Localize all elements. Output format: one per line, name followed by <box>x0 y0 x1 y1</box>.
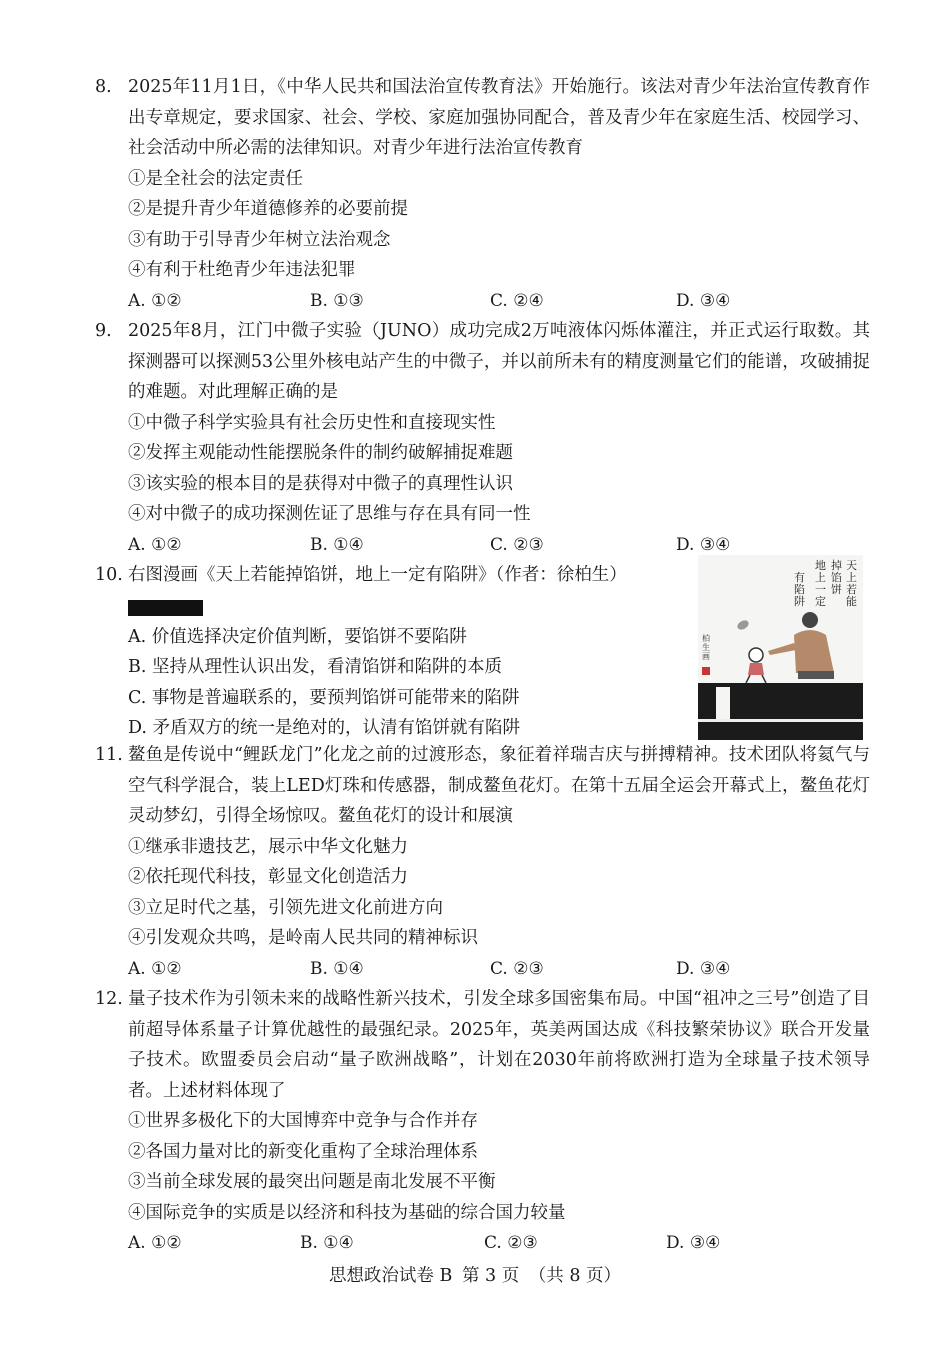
question-11 <box>95 740 870 984</box>
choice-d[interactable]: D. ③④ <box>666 1233 721 1253</box>
question-number: 11. <box>95 745 123 765</box>
c4a: 有 <box>794 571 805 584</box>
cartoon-signature <box>702 633 710 675</box>
question-8 <box>95 72 870 316</box>
c1a: 天 <box>846 559 857 572</box>
choice-b[interactable]: B. ①④ <box>310 958 364 979</box>
answer-choices <box>128 954 870 985</box>
statement-option: ②依托现代科技，彰显文化创造活力 <box>128 867 408 887</box>
c2c: 饼 <box>831 583 842 596</box>
statement-option: ①是全社会的法定责任 <box>128 168 303 189</box>
question-number: 9. <box>95 321 112 341</box>
ground-line <box>698 719 863 722</box>
choice-c[interactable]: C. ②③ <box>490 958 544 979</box>
caption-col-1 <box>846 559 857 608</box>
question-stem: 2025年11月1日，《中华人民共和国法治宣传教育法》开始施行。该法对青少年法治宣传教育作出专章规定，要求国家、社会、学校、家庭加强协同配合，普及青少年在家庭生活、校园学习、社会活动中所必需的法律知识。对青少年进行法治宣传教育 <box>128 77 870 158</box>
question-stem: 鳌鱼是传说中“鲤跃龙门”化龙之前的过渡形态，象征着祥瑞吉庆与拼搏精神。技术团队将氦气与空气科学混合，装上LED灯珠和传感器，制成鳌鱼花灯。在第十五届全运会开幕式上，鳌鱼花灯灵动梦幻，引得全场惊叹。鳌鱼花灯的设计和展演 <box>128 745 870 826</box>
question-stem: 2025年8月，江门中微子实验（JUNO）成功完成2万吨液体闪烁体灌注，并正式运行取数。其探测器可以探测53公里外核电站产生的中微子，并以前所未有的精度测量它们的能谱，攻破捕捉的难题。对此理解正确的是 <box>128 321 870 402</box>
sig-text <box>702 633 710 661</box>
choice-d[interactable]: D. 矛盾双方的统一是绝对的，认清有馅饼就有陷阱 <box>128 718 521 738</box>
c3a: 地 <box>815 559 826 572</box>
statement-option: ②各国力量对比的新变化重构了全球治理体系 <box>128 1141 478 1162</box>
choice-a[interactable]: A. ①② <box>128 1233 182 1253</box>
choice-a[interactable]: A. 价值选择决定价值判断，要馅饼不要陷阱 <box>128 626 467 647</box>
statement-option: ④有利于杜绝青少年违法犯罪 <box>128 260 356 280</box>
statement-option: ③有助于引导青少年树立法治观念 <box>128 229 391 250</box>
statement-option: ④引发观众共鸣，是岭南人民共同的精神标识 <box>128 928 478 948</box>
c2a: 掉 <box>831 559 842 572</box>
choice-a[interactable]: A. ①② <box>128 534 182 555</box>
c1c: 若 <box>846 583 857 596</box>
s1: 柏 <box>702 634 710 643</box>
choice-b[interactable]: B. ①④ <box>300 1233 354 1253</box>
question-12 <box>95 984 870 1259</box>
c4b: 陷 <box>794 583 805 596</box>
c4c: 阱 <box>794 595 805 608</box>
choice-c[interactable]: C. ②④ <box>490 290 544 311</box>
choice-b[interactable]: B. 坚持从理性认识出发，看清馅饼和陷阱的本质 <box>128 657 502 677</box>
choice-c[interactable]: C. 事物是普遍联系的，要预判馅饼可能带来的陷阱 <box>128 687 520 708</box>
footer-subject: 思想政治试卷 B <box>328 1266 453 1286</box>
seal-stamp <box>702 667 710 675</box>
statement-option: ①继承非遗技艺，展示中华文化魅力 <box>128 836 408 857</box>
trap-hole <box>716 687 730 722</box>
statement-option: ②发挥主观能动性能摆脱条件的制约破解捕捉难题 <box>128 443 513 463</box>
c2b: 馅 <box>831 571 842 584</box>
question-number: 8. <box>95 77 112 97</box>
statement-option: ③该实验的根本目的是获得对中微子的真理性认识 <box>128 473 513 494</box>
caption-col-3 <box>815 558 826 608</box>
question-number: 12. <box>95 989 123 1009</box>
statement-option: ①中微子科学实验具有社会历史性和直接现实性 <box>128 412 496 433</box>
caption-col-4 <box>794 571 805 608</box>
statement-option: ④国际竞争的实质是以经济和科技为基础的综合国力较量 <box>128 1202 566 1223</box>
footer-page: 第 3 页 <box>461 1266 520 1286</box>
answer-choices <box>128 1228 870 1259</box>
choice-a[interactable]: A. ①② <box>128 290 182 311</box>
footer-total: （共 8 页） <box>528 1266 622 1286</box>
c1d: 能 <box>846 595 857 608</box>
c3c: 一 <box>815 583 826 596</box>
question-number: 10. <box>95 565 123 585</box>
c1b: 上 <box>846 571 857 584</box>
statement-option: ③立足时代之基，引领先进文化前进方向 <box>128 897 443 918</box>
choice-c[interactable]: C. ②③ <box>490 534 544 555</box>
caption-col-2 <box>831 558 842 596</box>
choice-d[interactable]: D. ③④ <box>676 534 731 555</box>
statement-option: ④对中微子的成功探测佐证了思维与存在具有同一性 <box>128 504 531 524</box>
statement-option: ③当前全球发展的最突出问题是南北发展不平衡 <box>128 1172 496 1192</box>
choice-d[interactable]: D. ③④ <box>676 290 731 311</box>
page-footer <box>0 1262 950 1287</box>
s2: 生 <box>702 643 710 652</box>
c3b: 上 <box>815 571 826 584</box>
question-stem: 量子技术作为引领未来的战略性新兴技术，引发全球多国密集布局。中国“祖冲之三号”创造了目前超导体系量子计算优越性的最强纪录。2025年，英美两国达成《科技繁荣协议》联合开发量子技术。欧盟委员会启动“量子欧洲战略”，计划在2030年前将欧洲打造为全球量子技术领导者。上述材料体现了 <box>128 989 870 1101</box>
choice-d[interactable]: D. ③④ <box>676 958 731 979</box>
question-9 <box>95 316 870 560</box>
cartoon-image <box>698 555 863 740</box>
answer-choices <box>128 286 870 317</box>
c3d: 定 <box>815 595 826 608</box>
redacted-bar <box>128 600 203 616</box>
choice-b[interactable]: B. ①④ <box>310 534 364 555</box>
statement-option: ①世界多极化下的大国博弈中竞争与合作并存 <box>128 1111 478 1131</box>
choice-c[interactable]: C. ②③ <box>484 1233 538 1253</box>
s3: 画 <box>702 652 710 661</box>
choice-a[interactable]: A. ①② <box>128 958 182 979</box>
statement-option: ②是提升青少年道德修养的必要前提 <box>128 199 408 219</box>
question-stem: 右图漫画《天上若能掉馅饼，地上一定有陷阱》（作者：徐柏生） <box>128 565 627 585</box>
choice-b[interactable]: B. ①③ <box>310 290 364 311</box>
